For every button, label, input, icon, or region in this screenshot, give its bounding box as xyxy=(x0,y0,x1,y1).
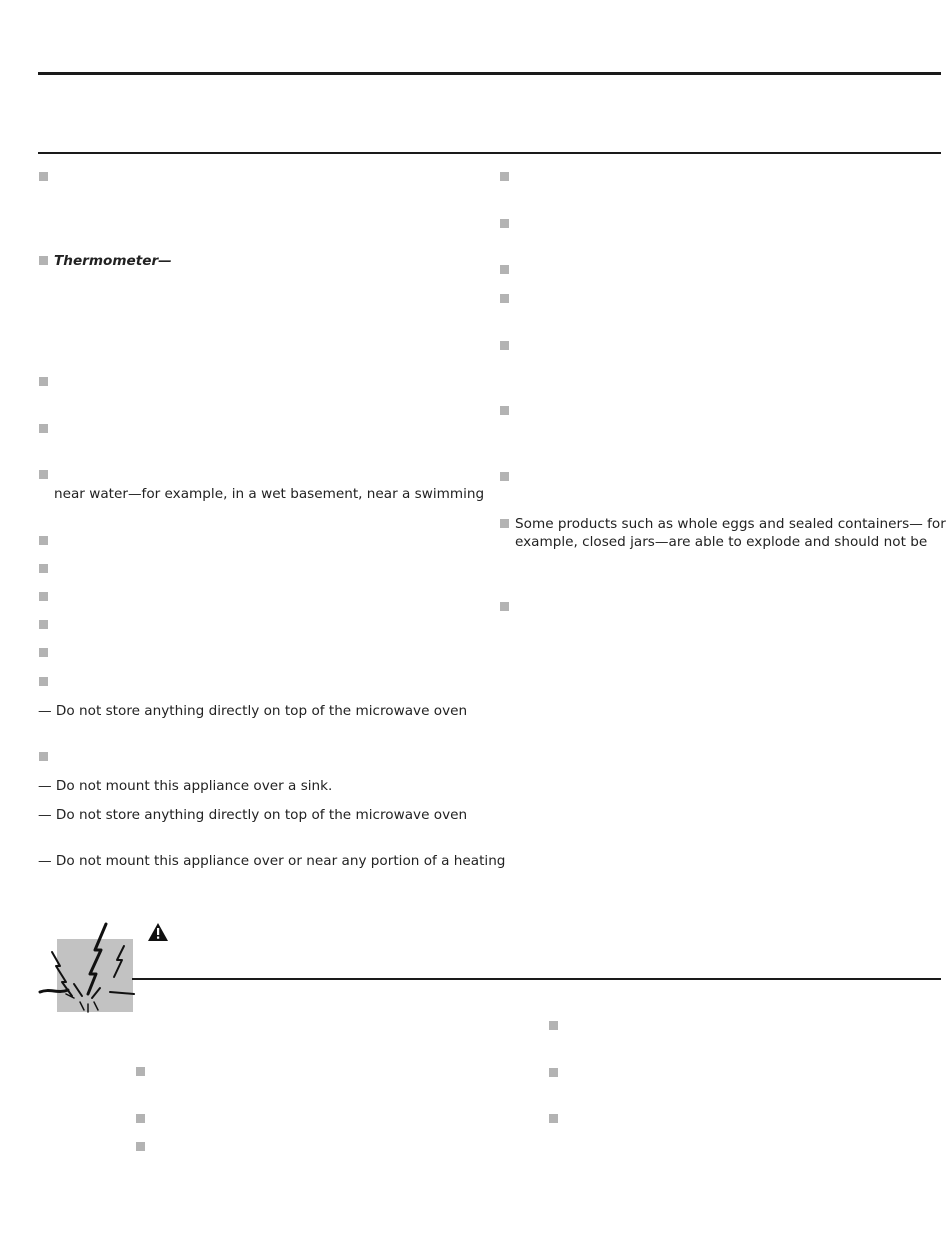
square-bullet-icon xyxy=(136,1067,145,1076)
square-bullet-icon xyxy=(500,172,509,181)
square-bullet-icon xyxy=(549,1068,558,1077)
warning-triangle-icon xyxy=(147,922,169,942)
eggs-line-1: Some products such as whole eggs and sealed containers— for xyxy=(515,516,946,532)
electric-shock-icon xyxy=(38,922,142,1016)
header-top-rule xyxy=(38,72,941,75)
square-bullet-icon xyxy=(39,677,48,686)
square-bullet-icon xyxy=(500,519,509,528)
square-bullet-icon xyxy=(39,752,48,761)
square-bullet-icon xyxy=(500,406,509,415)
square-bullet-icon xyxy=(500,341,509,350)
header-bottom-rule xyxy=(38,152,941,154)
square-bullet-icon xyxy=(39,377,48,386)
square-bullet-icon xyxy=(500,602,509,611)
dash-line-store-2: — Do not store anything directly on top of the microwave oven xyxy=(38,807,468,823)
square-bullet-icon xyxy=(136,1114,145,1123)
square-bullet-icon xyxy=(136,1142,145,1151)
square-bullet-icon xyxy=(39,620,48,629)
square-bullet-icon xyxy=(39,172,48,181)
square-bullet-icon xyxy=(500,472,509,481)
square-bullet-icon xyxy=(39,424,48,433)
near-water-text: near water—for example, in a wet basement, near a swimming xyxy=(54,486,485,502)
square-bullet-icon xyxy=(39,564,48,573)
square-bullet-icon xyxy=(39,536,48,545)
square-bullet-icon xyxy=(39,470,48,479)
square-bullet-icon xyxy=(39,256,48,265)
square-bullet-icon xyxy=(500,219,509,228)
thermometer-label: Thermometer— xyxy=(54,253,172,269)
square-bullet-icon xyxy=(549,1021,558,1030)
warning-section-rule xyxy=(132,978,941,980)
square-bullet-icon xyxy=(39,592,48,601)
square-bullet-icon xyxy=(500,294,509,303)
square-bullet-icon xyxy=(500,265,509,274)
eggs-line-2: example, closed jars—are able to explode and should not be xyxy=(515,534,928,550)
dash-line-store-1: — Do not store anything directly on top of the microwave oven xyxy=(38,703,468,719)
dash-line-sink: — Do not mount this appliance over a sink. xyxy=(38,778,333,794)
dash-line-heating: — Do not mount this appliance over or near any portion of a heating xyxy=(38,853,506,869)
square-bullet-icon xyxy=(549,1114,558,1123)
square-bullet-icon xyxy=(39,648,48,657)
